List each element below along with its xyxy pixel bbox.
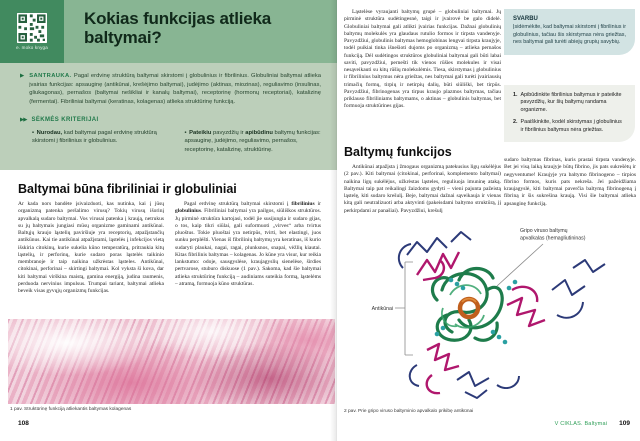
section-heading: Baltymų funkcijos: [344, 145, 452, 159]
figure1-caption: 1 pav. Struktūrinę funkciją atliekantis baltymas kolagenas: [10, 407, 132, 412]
summary-label: SANTRAUKA.: [29, 73, 72, 79]
collagen-micrograph-image: [8, 319, 335, 404]
figure-label-virus-coat-line2: apvalkalas (hemagliutininas): [520, 235, 586, 242]
bullet-icon: •: [184, 129, 187, 136]
page-right: [337, 0, 640, 441]
criterion-item: • Pateikiu pavyzdžių ir apibūdinu baltymų funkcijas: apsauginę, judėjimo, reguliavimo, pernašos, receptorinę, katalizinę, struktūrinę.: [184, 129, 321, 153]
important-label: SVARBU: [513, 16, 538, 22]
page-header: [0, 0, 337, 63]
body-paragraph: Pagal erdvinę struktūrą baltymai skirstomi į fibrilinius ir globulinius. Fibriliniai baltymai yra pailgos, siūliškos struktūros. Jų pirminė struktūra kartojasi, todėl jie susijungia ir sudaro gijas, o tos, kaip tikri siūlai, gali suformuoti „virves“ arba tvirtus pluoštus. Tokie pluoštai yra netirpūs, tvirti, bet elastingi, juos sunku perplėšti. Vienas iš fibrilinių baltymų yra keratinas, iš kurio sudaryti plaukai, nagai, ragai, plunksnos, snapai, vėžlių kiautai. Kitas fibrilinis baltymas – kolagenas. Jo kūne yra visur, kur reikia lankstumo: odoje, sausgyslėse, kraujagyslių sienelėse, širdies pertvarose, stuburo diskuose (1 pav.). Sakoma, kad šie baltymai atlieka struktūrinę funkciją – audiniams suteikia formą, ląstelėms – atramą, formuoja kūno struktūras.: [175, 201, 321, 287]
qr-caption: e. moko knyga: [16, 45, 48, 51]
summary-band: [0, 63, 337, 170]
question-item: 2. Paaiškinkite, kodėl skirstymas į globulinius ir fibrilinius baltymus nėra griežtas.: [513, 119, 622, 133]
body-paragraph: Ar kada nors bandėte įsivaizduoti, kas nutinka, kai į jūsų organizmą patenka peršalimo virusų? Tokių virusų išorinį apvalkalą sudaro baltymai. Vos virusai patenka į kraują, netrukus su jų baltymais jungiasi mūsų organizme gaminami antikūnai. Baltųjų kraujo ląstelių paviršiuje yra receptorių, atpažįstančių antikūnus. Kai tie antikūnai atpažįstami, ląstelės į infekcijos vietą išskiria citokinų, kurie sukelia kūno temperatūrą, pritraukia kitų ląstelių, ir perforinų, kurie sudaro poras ląstelės taikinio membranoje ir taip naikina užkrėstas ląsteles. Antikūnai, citokinai, perforinai – skirtingi baltymai. Kol vyksta ši kova, dar kiti baltymai virškina maistą, gamina energiją, judina raumenis, perduoda nervinius impulsus. Trumpai tariant, baltymai atlieka beveik visas gyvųjų organizmų funkcijas.: [18, 201, 164, 294]
question-number: 2.: [513, 119, 518, 126]
page-number-left: 108: [18, 420, 29, 427]
figure-label-virus-coat-line1: Gripo viruso baltymų: [520, 228, 568, 234]
qr-block: [0, 0, 64, 63]
lesson-title: Kokias funkcijas atlieka baltymai?: [84, 9, 272, 48]
section-heading: Baltymai būna fibriliniai ir globuliniai: [18, 182, 237, 196]
figure2-caption: 2 pav. Prie gripo viruso baltyminio apvalkalo prikibę antikūnai: [344, 409, 474, 414]
page-number-right: 109: [619, 420, 630, 427]
important-text: Įsidėmėkite, kad baltymai skirstomi į fibrilinius ir globulinius, tačiau šis skirstymas nėra griežtas, nes baltymai gali turėti abiejų grupių savybių.: [513, 24, 626, 46]
success-criteria-section: [20, 116, 321, 155]
question-number: 1.: [513, 92, 518, 98]
antibody-virus-illustration: [347, 220, 632, 404]
label-leader-line: [497, 244, 543, 286]
body-paragraph: Antikūnai atpažįsta į žmogaus organizmą patekusius ligų sukėlėjus (2 pav.). Kiti baltymai (citokinai, perforinai, komplemento baltymai) naikina ligų sukėlėjus, užkrėstas ląsteles, reguliuoja imuninę ataką. Baltymai taip pat reikalingi žaizdoms gydyti – vieni pajunta pažeistą ląstelę, kiti sudaro krešulį. Beje, baltymai dažnai sąveikauja ir vienas kitą gali neutralizuoti arba aktyvinti (pakeisdami baltymo struktūrą, jį perkirpdami ar panašiai). Pavyzdžiui, krešulį: [344, 164, 501, 214]
summary-text: SANTRAUKA. Pagal erdvinę struktūrą baltymai skirstomi į globulinius ir fibrilinius. Globuliniai baltymai atlieka įvairias funkcijas: apsauginę (antikūnai, krešėjimo baltymai), judėjimo (aktinas, miozinas), reguliavimo (insulinas, gliukagonas), pernašos (baltymai nešikliai ir kanalų baltymai), receptorinę (hormonų receptoriai), katalizinę (fermentai). Fibriliniai baltymai (keratinas, kolagenas) atlieka struktūrinę funkciją.: [29, 73, 321, 106]
success-criteria-label: SĖKMĖS KRITERIJAI: [31, 116, 99, 123]
triangle-bullet-icon: ▶: [20, 73, 25, 79]
body-columns: [18, 201, 322, 317]
question-item: 1. Apibūdinkite fibrilinius baltymus ir pateikite pavyzdžių, kur šių baltymų randama organizme.: [513, 92, 622, 113]
summary-section: [20, 72, 321, 107]
questions-box: [504, 85, 635, 142]
chapter-label: V CIKLAS. Baltymai: [554, 421, 608, 427]
qr-code-icon[interactable]: [17, 13, 47, 43]
double-triangle-icon: ▶▶: [20, 116, 27, 123]
important-box: [504, 9, 635, 55]
body-paragraph: sudaro baltymas fibrinas, kuris prastai tirpsta vandenyje. Bet jei visą laiką kraujyje būtų fibrino, jis pats sukrešėtų ir negyventume! Kraujyje yra baltymo fibrinogeno – tirpios fibrino formos, kuris pats nekreša. Jei pažeidžiama kraujagyslė, kiti baltymai paverčia baltymą fibrinogeną į fibriną ir šis sukrešina kraują. Visi šie baltymai atlieka apsauginę funkciją.: [504, 157, 636, 207]
footer: [555, 420, 630, 427]
bullet-icon: •: [32, 129, 35, 136]
label-bracket-line: [395, 262, 413, 355]
figure-label-antibodies: Antikūnai: [371, 306, 393, 312]
criterion-item: • Nurodau, kad baltymai pagal erdvinę struktūrą skirstomi į fibrilinius ir globulinius.: [32, 129, 157, 145]
body-paragraph: Ląstelėse vyraujanti baltymų grupė – globuliniai baltymai. Jų pirminė struktūra sudėtingesnė, taigi ir įvairovė be galo didelė. Globuliniai baltymai gali atlikti įvairias funkcijas. Dažnai globulinių baltymų molekulės yra glaudaus rutulio formos ir tirpsta vandenyje. Pavyzdžiui, globulinis baltymas hemoglobinas lengvai tirpsta kraujyje, todėl puikiai tinka išnešioti dujoms po organizmą – atlieka pernašos funkciją. Dėl sudėtingos struktūros globuliniai baltymai gali būti labai saviti, pavyzdžiui, pernešti tik vienos rūšies molekules ir visai nesąveikauti su kitų rūšių molekulėmis. Tiesa, skirstymas į globulinius ir fibrilinius baltymus nėra griežtas, nes baltymai gali turėti įvairiausių trimačių formų, tirpių ir netirpių dalių, būti siūliški, bet tirpūs. Pavyzdžiui, fibrinogenas yra tirpus kraujo plazmos baltymas, tačiau priklauso fibriliniams baltymams, o aktinas – globulinis baltymas, bet formuoja struktūrines gijas.: [344, 9, 501, 110]
title-block: [64, 0, 337, 63]
